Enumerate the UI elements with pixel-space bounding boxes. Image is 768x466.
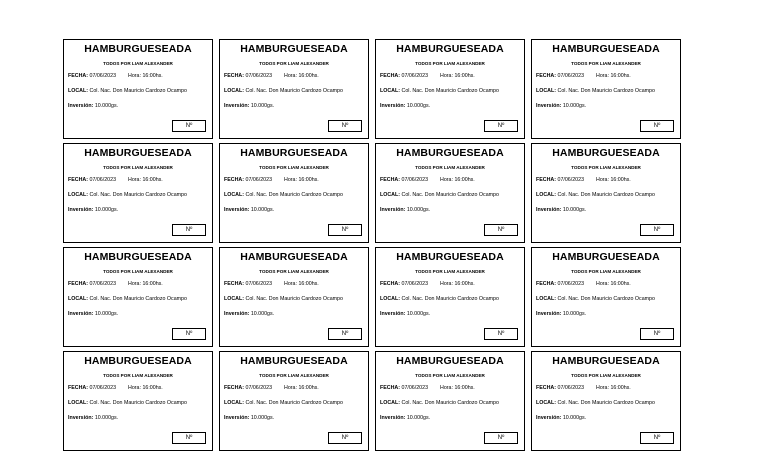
ticket-card [531,39,681,139]
ticket-subtitle: TODOS POR LIAM ALEXANDER [571,61,641,66]
venue-label: LOCAL: [380,296,401,302]
ticket-venue-line [380,400,520,407]
ticket-number-box[interactable]: Nº [640,224,674,236]
ticket-card [375,39,525,139]
ticket-card [219,143,369,243]
ticket-sheet [63,39,682,451]
date-label: FECHA: [68,73,89,79]
ticket-card [375,143,525,243]
price-value: 10.000gs. [250,415,275,421]
ticket-date-line [536,177,676,184]
venue-label: LOCAL: [68,88,89,94]
ticket-date-line [536,281,676,288]
ticket-title: HAMBURGUESEADA [396,251,504,263]
venue-value: Col. Nac. Don Mauricio Cardozo Ocampo [245,296,343,302]
ticket-number-box[interactable]: Nº [172,432,206,444]
price-value: 10.000gs. [406,311,431,317]
ticket-subtitle: TODOS POR LIAM ALEXANDER [259,61,329,66]
date-value: 07/06/2023 [401,177,429,183]
ticket-price-line [224,415,364,422]
time-value: Hora: 16:00hs. [596,177,631,183]
ticket-number-box[interactable]: Nº [328,328,362,340]
ticket-date-line [68,385,208,392]
ticket-title: HAMBURGUESEADA [240,251,348,263]
ticket-card [375,351,525,451]
date-value: 07/06/2023 [245,385,273,391]
venue-label: LOCAL: [224,400,245,406]
price-label: Inversión: [68,103,94,109]
ticket-venue-line [536,296,676,303]
time-value: Hora: 16:00hs. [596,385,631,391]
ticket-venue-line [536,400,676,407]
ticket-date-line [68,281,208,288]
ticket-title: HAMBURGUESEADA [240,43,348,55]
ticket-card [531,351,681,451]
price-label: Inversión: [224,415,250,421]
ticket-title: HAMBURGUESEADA [84,43,192,55]
ticket-card [219,351,369,451]
ticket-card [63,247,213,347]
date-label: FECHA: [380,281,401,287]
ticket-date-line [380,385,520,392]
ticket-card [63,39,213,139]
ticket-price-line [68,415,208,422]
ticket-date-line [380,73,520,80]
ticket-date-line [224,73,364,80]
venue-value: Col. Nac. Don Mauricio Cardozo Ocampo [557,192,655,198]
ticket-subtitle: TODOS POR LIAM ALEXANDER [415,373,485,378]
ticket-subtitle: TODOS POR LIAM ALEXANDER [259,373,329,378]
ticket-price-line [536,207,676,214]
ticket-price-line [380,311,520,318]
ticket-venue-line [224,88,364,95]
date-value: 07/06/2023 [89,73,117,79]
date-label: FECHA: [68,281,89,287]
time-value: Hora: 16:00hs. [440,281,475,287]
ticket-number-box[interactable]: Nº [640,120,674,132]
ticket-subtitle: TODOS POR LIAM ALEXANDER [415,61,485,66]
ticket-date-line [536,73,676,80]
time-value: Hora: 16:00hs. [596,281,631,287]
venue-label: LOCAL: [224,192,245,198]
ticket-number-box[interactable]: Nº [172,120,206,132]
price-value: 10.000gs. [94,311,119,317]
ticket-venue-line [224,296,364,303]
ticket-title: HAMBURGUESEADA [240,147,348,159]
venue-value: Col. Nac. Don Mauricio Cardozo Ocampo [89,88,187,94]
ticket-venue-line [68,296,208,303]
price-value: 10.000gs. [94,207,119,213]
ticket-date-line [536,385,676,392]
venue-value: Col. Nac. Don Mauricio Cardozo Ocampo [89,192,187,198]
ticket-subtitle: TODOS POR LIAM ALEXANDER [415,165,485,170]
ticket-title: HAMBURGUESEADA [240,355,348,367]
ticket-price-line [380,103,520,110]
ticket-date-line [224,281,364,288]
price-label: Inversión: [536,103,562,109]
date-value: 07/06/2023 [557,177,585,183]
ticket-price-line [536,103,676,110]
ticket-number-box[interactable]: Nº [328,224,362,236]
time-value: Hora: 16:00hs. [284,281,319,287]
venue-label: LOCAL: [68,400,89,406]
price-label: Inversión: [536,207,562,213]
venue-value: Col. Nac. Don Mauricio Cardozo Ocampo [557,88,655,94]
venue-value: Col. Nac. Don Mauricio Cardozo Ocampo [401,296,499,302]
ticket-title: HAMBURGUESEADA [84,147,192,159]
ticket-subtitle: TODOS POR LIAM ALEXANDER [571,269,641,274]
venue-label: LOCAL: [536,88,557,94]
date-label: FECHA: [536,281,557,287]
ticket-title: HAMBURGUESEADA [552,43,660,55]
ticket-subtitle: TODOS POR LIAM ALEXANDER [571,165,641,170]
ticket-number-box[interactable]: Nº [484,120,518,132]
ticket-date-line [380,177,520,184]
price-value: 10.000gs. [562,207,587,213]
ticket-venue-line [224,192,364,199]
ticket-card [219,39,369,139]
ticket-price-line [536,415,676,422]
ticket-number-box[interactable]: Nº [640,432,674,444]
venue-value: Col. Nac. Don Mauricio Cardozo Ocampo [557,400,655,406]
price-label: Inversión: [536,415,562,421]
ticket-venue-line [536,88,676,95]
time-value: Hora: 16:00hs. [596,73,631,79]
ticket-price-line [380,415,520,422]
time-value: Hora: 16:00hs. [440,73,475,79]
price-label: Inversión: [380,311,406,317]
date-label: FECHA: [68,385,89,391]
ticket-number-box[interactable]: Nº [172,328,206,340]
date-label: FECHA: [224,281,245,287]
venue-value: Col. Nac. Don Mauricio Cardozo Ocampo [89,400,187,406]
price-value: 10.000gs. [562,415,587,421]
price-label: Inversión: [224,207,250,213]
venue-label: LOCAL: [380,88,401,94]
venue-label: LOCAL: [224,88,245,94]
venue-value: Col. Nac. Don Mauricio Cardozo Ocampo [401,192,499,198]
date-label: FECHA: [536,73,557,79]
date-value: 07/06/2023 [401,73,429,79]
price-value: 10.000gs. [406,207,431,213]
ticket-card [63,351,213,451]
date-label: FECHA: [68,177,89,183]
ticket-title: HAMBURGUESEADA [396,43,504,55]
ticket-subtitle: TODOS POR LIAM ALEXANDER [103,165,173,170]
ticket-subtitle: TODOS POR LIAM ALEXANDER [103,269,173,274]
ticket-venue-line [380,88,520,95]
time-value: Hora: 16:00hs. [128,281,163,287]
date-label: FECHA: [380,385,401,391]
ticket-venue-line [68,88,208,95]
time-value: Hora: 16:00hs. [128,73,163,79]
ticket-card [375,247,525,347]
ticket-number-box[interactable]: Nº [484,328,518,340]
price-value: 10.000gs. [562,311,587,317]
ticket-venue-line [380,192,520,199]
date-value: 07/06/2023 [245,177,273,183]
venue-label: LOCAL: [380,192,401,198]
venue-label: LOCAL: [536,400,557,406]
price-label: Inversión: [68,311,94,317]
date-value: 07/06/2023 [557,281,585,287]
ticket-number-box[interactable]: Nº [484,224,518,236]
ticket-card [531,143,681,243]
venue-value: Col. Nac. Don Mauricio Cardozo Ocampo [245,192,343,198]
date-label: FECHA: [380,177,401,183]
price-label: Inversión: [380,103,406,109]
ticket-price-line [224,311,364,318]
ticket-card [531,247,681,347]
price-label: Inversión: [68,415,94,421]
ticket-subtitle: TODOS POR LIAM ALEXANDER [259,269,329,274]
date-label: FECHA: [536,385,557,391]
ticket-title: HAMBURGUESEADA [552,147,660,159]
ticket-venue-line [224,400,364,407]
ticket-title: HAMBURGUESEADA [552,251,660,263]
venue-value: Col. Nac. Don Mauricio Cardozo Ocampo [245,88,343,94]
date-label: FECHA: [380,73,401,79]
ticket-title: HAMBURGUESEADA [396,147,504,159]
ticket-date-line [380,281,520,288]
ticket-title: HAMBURGUESEADA [84,251,192,263]
venue-label: LOCAL: [68,296,89,302]
time-value: Hora: 16:00hs. [284,177,319,183]
price-value: 10.000gs. [250,207,275,213]
ticket-date-line [224,385,364,392]
ticket-date-line [224,177,364,184]
price-value: 10.000gs. [406,415,431,421]
ticket-subtitle: TODOS POR LIAM ALEXANDER [103,373,173,378]
date-value: 07/06/2023 [245,73,273,79]
venue-value: Col. Nac. Don Mauricio Cardozo Ocampo [401,400,499,406]
ticket-number-box[interactable]: Nº [172,224,206,236]
venue-value: Col. Nac. Don Mauricio Cardozo Ocampo [557,296,655,302]
price-value: 10.000gs. [94,103,119,109]
date-label: FECHA: [224,385,245,391]
ticket-number-box[interactable]: Nº [328,120,362,132]
ticket-venue-line [68,400,208,407]
price-label: Inversión: [380,207,406,213]
ticket-venue-line [380,296,520,303]
price-label: Inversión: [380,415,406,421]
venue-value: Col. Nac. Don Mauricio Cardozo Ocampo [89,296,187,302]
date-value: 07/06/2023 [89,281,117,287]
time-value: Hora: 16:00hs. [128,177,163,183]
date-value: 07/06/2023 [557,73,585,79]
ticket-subtitle: TODOS POR LIAM ALEXANDER [259,165,329,170]
venue-label: LOCAL: [536,192,557,198]
time-value: Hora: 16:00hs. [440,385,475,391]
price-label: Inversión: [224,103,250,109]
ticket-price-line [536,311,676,318]
ticket-card [63,143,213,243]
price-value: 10.000gs. [250,311,275,317]
price-value: 10.000gs. [562,103,587,109]
price-value: 10.000gs. [250,103,275,109]
ticket-title: HAMBURGUESEADA [552,355,660,367]
date-value: 07/06/2023 [89,177,117,183]
ticket-subtitle: TODOS POR LIAM ALEXANDER [103,61,173,66]
date-value: 07/06/2023 [89,385,117,391]
time-value: Hora: 16:00hs. [284,385,319,391]
price-label: Inversión: [68,207,94,213]
ticket-subtitle: TODOS POR LIAM ALEXANDER [415,269,485,274]
price-value: 10.000gs. [406,103,431,109]
venue-value: Col. Nac. Don Mauricio Cardozo Ocampo [401,88,499,94]
ticket-venue-line [536,192,676,199]
time-value: Hora: 16:00hs. [284,73,319,79]
date-label: FECHA: [224,73,245,79]
ticket-price-line [68,103,208,110]
ticket-card [219,247,369,347]
venue-label: LOCAL: [380,400,401,406]
ticket-price-line [68,311,208,318]
ticket-price-line [224,103,364,110]
time-value: Hora: 16:00hs. [440,177,475,183]
ticket-subtitle: TODOS POR LIAM ALEXANDER [571,373,641,378]
time-value: Hora: 16:00hs. [128,385,163,391]
date-value: 07/06/2023 [557,385,585,391]
ticket-price-line [68,207,208,214]
date-label: FECHA: [224,177,245,183]
ticket-venue-line [68,192,208,199]
ticket-number-box[interactable]: Nº [484,432,518,444]
ticket-date-line [68,73,208,80]
ticket-price-line [380,207,520,214]
price-label: Inversión: [536,311,562,317]
ticket-price-line [224,207,364,214]
date-value: 07/06/2023 [401,385,429,391]
venue-label: LOCAL: [224,296,245,302]
ticket-number-box[interactable]: Nº [640,328,674,340]
ticket-title: HAMBURGUESEADA [84,355,192,367]
ticket-date-line [68,177,208,184]
ticket-number-box[interactable]: Nº [328,432,362,444]
date-value: 07/06/2023 [401,281,429,287]
date-value: 07/06/2023 [245,281,273,287]
price-value: 10.000gs. [94,415,119,421]
venue-value: Col. Nac. Don Mauricio Cardozo Ocampo [245,400,343,406]
venue-label: LOCAL: [536,296,557,302]
venue-label: LOCAL: [68,192,89,198]
date-label: FECHA: [536,177,557,183]
price-label: Inversión: [224,311,250,317]
ticket-title: HAMBURGUESEADA [396,355,504,367]
